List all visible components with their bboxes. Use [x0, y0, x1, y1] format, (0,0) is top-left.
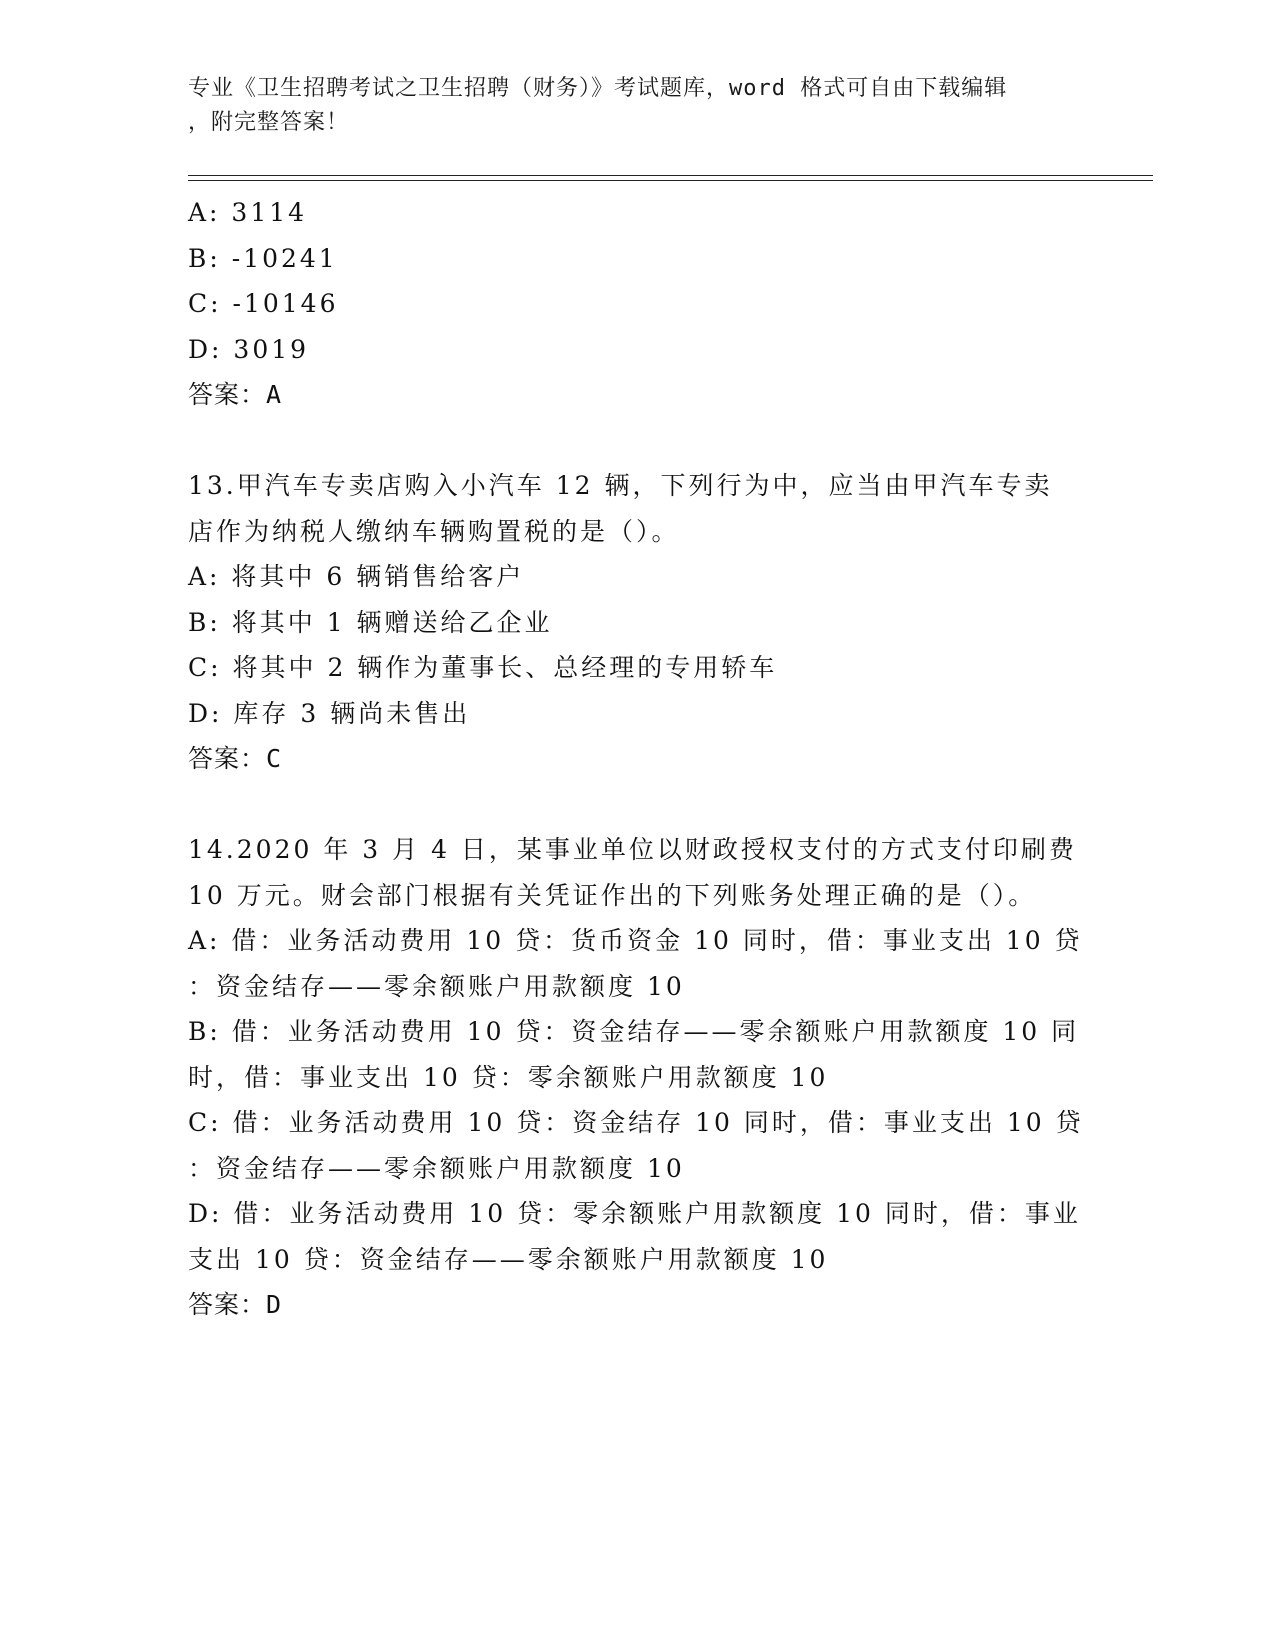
option-c: C: 将其中 2 辆作为董事长、总经理的专用轿车: [188, 653, 778, 682]
question-13: [188, 463, 1088, 782]
question-stem-line: 13.甲汽车专卖店购入小汽车 12 辆，下列行为中，应当由甲汽车专卖: [188, 471, 1053, 500]
option-d-line-2: 支出 10 贷：资金结存——零余额账户用款额度 10: [188, 1244, 829, 1274]
option-b-line-1: B: 借：业务活动费用 10 贷：资金结存——零余额账户用款额度 10 同: [188, 1017, 1080, 1046]
option-c-line-2: ：资金结存——零余额账户用款额度 10: [188, 1153, 685, 1183]
question-stem-line: 14.2020 年 3 月 4 日，某事业单位以财政授权支付的方式支付印刷费: [188, 835, 1077, 864]
spacer: [188, 418, 1088, 464]
question-12: [188, 190, 1088, 418]
answer: 答案：C: [188, 744, 283, 773]
answer: 答案：A: [188, 380, 283, 409]
option-d: D: 库存 3 辆尚未售出: [188, 698, 471, 728]
option-c: C: -10146: [188, 289, 339, 318]
option-b: B: -10241: [188, 243, 338, 273]
header-line-1: 专业《卫生招聘考试之卫生招聘（财务）》考试题库，word 格式可自由下载编辑: [188, 76, 1008, 101]
option-a: A: 将其中 6 辆销售给客户: [188, 562, 525, 591]
spacer: [188, 782, 1088, 828]
option-d-line-1: D: 借：业务活动费用 10 贷：零余额账户用款额度 10 同时，借：事业: [188, 1199, 1081, 1228]
option-a-line-1: A: 借：业务活动费用 10 贷：货币资金 10 同时，借：事业支出 10 贷: [188, 926, 1083, 955]
header-divider-top: [188, 175, 1153, 176]
option-c-line-1: C: 借：业务活动费用 10 贷：资金结存 10 同时，借：事业支出 10 贷: [188, 1108, 1084, 1137]
header-line-2: ，附完整答案！: [188, 110, 350, 135]
document-body: [188, 190, 1088, 1328]
option-b: B: 将其中 1 辆赠送给乙企业: [188, 607, 553, 637]
question-stem-line: 10 万元。财会部门根据有关凭证作出的下列账务处理正确的是（）。: [188, 880, 1037, 910]
option-a: A: 3114: [188, 198, 308, 227]
question-14: [188, 827, 1088, 1328]
option-b-line-2: 时，借：事业支出 10 贷：零余额账户用款额度 10: [188, 1062, 829, 1092]
option-a-line-2: ：资金结存——零余额账户用款额度 10: [188, 971, 685, 1001]
answer: 答案：D: [188, 1290, 283, 1319]
document-header: [188, 72, 1068, 140]
question-stem-line: 店作为纳税人缴纳车辆购置税的是（）。: [188, 516, 680, 546]
header-divider-bottom: [188, 180, 1153, 181]
option-d: D: 3019: [188, 334, 310, 364]
